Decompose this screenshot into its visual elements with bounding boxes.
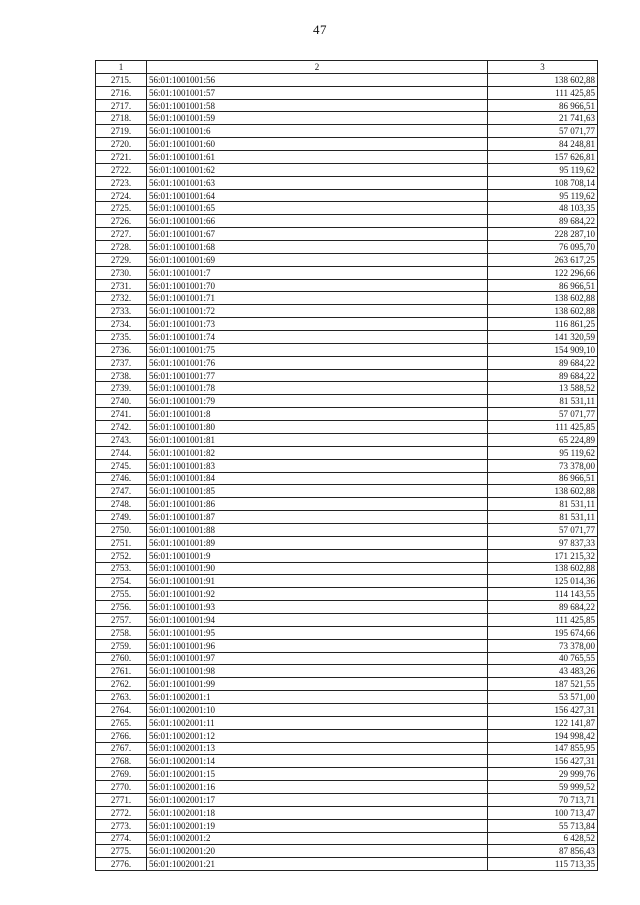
cadastral-number-cell: 56:01:1001001:80 [147, 421, 488, 434]
row-number-cell: 2757. [96, 613, 147, 626]
value-cell: 195 674,66 [488, 626, 598, 639]
cadastral-number-cell: 56:01:1001001:89 [147, 536, 488, 549]
row-number-cell: 2748. [96, 498, 147, 511]
cadastral-number-cell: 56:01:1001001:95 [147, 626, 488, 639]
table-row [96, 215, 598, 228]
cadastral-number-cell: 56:01:1002001:17 [147, 793, 488, 806]
column-header-cadastral-number: 2 [147, 61, 488, 74]
row-number-cell: 2742. [96, 421, 147, 434]
value-cell: 138 602,88 [488, 292, 598, 305]
row-number-cell: 2739. [96, 382, 147, 395]
cadastral-number-cell: 56:01:1001001:71 [147, 292, 488, 305]
value-cell: 228 287,10 [488, 228, 598, 241]
value-cell: 87 856,43 [488, 845, 598, 858]
cadastral-number-cell: 56:01:1001001:9 [147, 549, 488, 562]
row-number-cell: 2721. [96, 151, 147, 164]
cadastral-number-cell: 56:01:1001001:67 [147, 228, 488, 241]
cadastral-number-cell: 56:01:1001001:85 [147, 485, 488, 498]
row-number-cell: 2731. [96, 279, 147, 292]
cadastral-number-cell: 56:01:1001001:69 [147, 253, 488, 266]
table-row [96, 163, 598, 176]
table-row [96, 343, 598, 356]
table-row [96, 73, 598, 86]
value-cell: 43 483,26 [488, 665, 598, 678]
cadastral-number-cell: 56:01:1001001:96 [147, 639, 488, 652]
table-row [96, 729, 598, 742]
table-row [96, 241, 598, 254]
table-row [96, 626, 598, 639]
value-cell: 81 531,11 [488, 511, 598, 524]
cadastral-number-cell: 56:01:1001001:63 [147, 176, 488, 189]
value-cell: 95 119,62 [488, 446, 598, 459]
value-cell: 138 602,88 [488, 562, 598, 575]
value-cell: 154 909,10 [488, 343, 598, 356]
row-number-cell: 2774. [96, 832, 147, 845]
cadastral-number-cell: 56:01:1001001:57 [147, 86, 488, 99]
table-row [96, 151, 598, 164]
table-row [96, 279, 598, 292]
value-cell: 57 071,77 [488, 125, 598, 138]
row-number-cell: 2773. [96, 819, 147, 832]
table-row [96, 716, 598, 729]
table-row [96, 575, 598, 588]
row-number-cell: 2740. [96, 395, 147, 408]
table-header [96, 61, 598, 74]
row-number-cell: 2726. [96, 215, 147, 228]
row-number-cell: 2751. [96, 536, 147, 549]
value-cell: 73 378,00 [488, 639, 598, 652]
table-body [96, 73, 598, 870]
value-cell: 21 741,63 [488, 112, 598, 125]
cadastral-number-cell: 56:01:1002001:1 [147, 691, 488, 704]
row-number-cell: 2728. [96, 241, 147, 254]
table-row [96, 86, 598, 99]
table-row [96, 613, 598, 626]
cadastral-number-cell: 56:01:1001001:65 [147, 202, 488, 215]
cadastral-number-cell: 56:01:1002001:19 [147, 819, 488, 832]
table-row [96, 549, 598, 562]
table-row [96, 665, 598, 678]
row-number-cell: 2776. [96, 858, 147, 871]
table-row [96, 292, 598, 305]
value-cell: 156 427,31 [488, 755, 598, 768]
table-row [96, 459, 598, 472]
row-number-cell: 2772. [96, 806, 147, 819]
cadastral-number-cell: 56:01:1002001:18 [147, 806, 488, 819]
value-cell: 95 119,62 [488, 189, 598, 202]
value-cell: 29 999,76 [488, 768, 598, 781]
table-row [96, 331, 598, 344]
table-row [96, 408, 598, 421]
table-row [96, 395, 598, 408]
cadastral-number-cell: 56:01:1001001:61 [147, 151, 488, 164]
table-row [96, 742, 598, 755]
value-cell: 73 378,00 [488, 459, 598, 472]
row-number-cell: 2716. [96, 86, 147, 99]
table-row [96, 703, 598, 716]
table-row [96, 318, 598, 331]
row-number-cell: 2722. [96, 163, 147, 176]
value-cell: 138 602,88 [488, 305, 598, 318]
cadastral-number-cell: 56:01:1001001:82 [147, 446, 488, 459]
row-number-cell: 2729. [96, 253, 147, 266]
table-row [96, 253, 598, 266]
value-cell: 187 521,55 [488, 678, 598, 691]
row-number-cell: 2760. [96, 652, 147, 665]
cadastral-number-cell: 56:01:1001001:84 [147, 472, 488, 485]
page-number: 47 [313, 22, 327, 37]
row-number-cell: 2771. [96, 793, 147, 806]
value-cell: 57 071,77 [488, 523, 598, 536]
row-number-cell: 2767. [96, 742, 147, 755]
row-number-cell: 2735. [96, 331, 147, 344]
cadastral-number-cell: 56:01:1001001:66 [147, 215, 488, 228]
value-cell: 122 296,66 [488, 266, 598, 279]
table-row [96, 228, 598, 241]
row-number-cell: 2753. [96, 562, 147, 575]
table-row [96, 99, 598, 112]
table-row [96, 536, 598, 549]
value-cell: 57 071,77 [488, 408, 598, 421]
table-row [96, 768, 598, 781]
table-row [96, 691, 598, 704]
value-cell: 111 425,85 [488, 421, 598, 434]
value-cell: 95 119,62 [488, 163, 598, 176]
table-row [96, 125, 598, 138]
row-number-cell: 2724. [96, 189, 147, 202]
value-cell: 263 617,25 [488, 253, 598, 266]
row-number-cell: 2764. [96, 703, 147, 716]
row-number-cell: 2727. [96, 228, 147, 241]
row-number-cell: 2737. [96, 356, 147, 369]
value-cell: 70 713,71 [488, 793, 598, 806]
value-cell: 108 708,14 [488, 176, 598, 189]
row-number-cell: 2723. [96, 176, 147, 189]
cadastral-number-cell: 56:01:1001001:86 [147, 498, 488, 511]
row-number-cell: 2743. [96, 433, 147, 446]
row-number-cell: 2775. [96, 845, 147, 858]
value-cell: 141 320,59 [488, 331, 598, 344]
value-cell: 100 713,47 [488, 806, 598, 819]
row-number-cell: 2720. [96, 138, 147, 151]
cadastral-number-cell: 56:01:1001001:78 [147, 382, 488, 395]
cadastral-number-cell: 56:01:1001001:99 [147, 678, 488, 691]
cadastral-number-cell: 56:01:1001001:7 [147, 266, 488, 279]
value-cell: 13 588,52 [488, 382, 598, 395]
row-number-cell: 2719. [96, 125, 147, 138]
row-number-cell: 2734. [96, 318, 147, 331]
header-row [96, 61, 598, 74]
row-number-cell: 2769. [96, 768, 147, 781]
cadastral-number-cell: 56:01:1001001:74 [147, 331, 488, 344]
value-cell: 115 713,35 [488, 858, 598, 871]
cadastral-number-cell: 56:01:1001001:94 [147, 613, 488, 626]
cadastral-number-cell: 56:01:1001001:68 [147, 241, 488, 254]
row-number-cell: 2717. [96, 99, 147, 112]
row-number-cell: 2732. [96, 292, 147, 305]
value-cell: 157 626,81 [488, 151, 598, 164]
value-cell: 111 425,85 [488, 613, 598, 626]
cadastral-number-cell: 56:01:1001001:87 [147, 511, 488, 524]
cadastral-number-cell: 56:01:1001001:73 [147, 318, 488, 331]
value-cell: 194 998,42 [488, 729, 598, 742]
table-row [96, 446, 598, 459]
table-row [96, 819, 598, 832]
cadastral-number-cell: 56:01:1001001:62 [147, 163, 488, 176]
table-row [96, 421, 598, 434]
table-row [96, 472, 598, 485]
value-cell: 40 765,55 [488, 652, 598, 665]
value-cell: 76 095,70 [488, 241, 598, 254]
table-row [96, 138, 598, 151]
row-number-cell: 2715. [96, 73, 147, 86]
table-row [96, 202, 598, 215]
row-number-cell: 2752. [96, 549, 147, 562]
cadastral-number-cell: 56:01:1001001:77 [147, 369, 488, 382]
cadastral-number-cell: 56:01:1001001:97 [147, 652, 488, 665]
row-number-cell: 2725. [96, 202, 147, 215]
value-cell: 114 143,55 [488, 588, 598, 601]
row-number-cell: 2733. [96, 305, 147, 318]
row-number-cell: 2755. [96, 588, 147, 601]
value-cell: 116 861,25 [488, 318, 598, 331]
value-cell: 122 141,87 [488, 716, 598, 729]
row-number-cell: 2744. [96, 446, 147, 459]
cadastral-number-cell: 56:01:1001001:72 [147, 305, 488, 318]
value-cell: 89 684,22 [488, 369, 598, 382]
cadastral-number-cell: 56:01:1001001:58 [147, 99, 488, 112]
cadastral-number-cell: 56:01:1002001:20 [147, 845, 488, 858]
table-row [96, 832, 598, 845]
cadastral-number-cell: 56:01:1001001:75 [147, 343, 488, 356]
row-number-cell: 2768. [96, 755, 147, 768]
cadastral-number-cell: 56:01:1002001:14 [147, 755, 488, 768]
row-number-cell: 2718. [96, 112, 147, 125]
table-row [96, 845, 598, 858]
cadastral-number-cell: 56:01:1002001:13 [147, 742, 488, 755]
table-row [96, 369, 598, 382]
value-cell: 84 248,81 [488, 138, 598, 151]
value-cell: 81 531,11 [488, 498, 598, 511]
cadastral-number-cell: 56:01:1001001:8 [147, 408, 488, 421]
value-cell: 89 684,22 [488, 215, 598, 228]
table-row [96, 858, 598, 871]
row-number-cell: 2762. [96, 678, 147, 691]
row-number-cell: 2770. [96, 781, 147, 794]
value-cell: 97 837,33 [488, 536, 598, 549]
row-number-cell: 2738. [96, 369, 147, 382]
table-row [96, 266, 598, 279]
table-row [96, 433, 598, 446]
cadastral-number-cell: 56:01:1002001:2 [147, 832, 488, 845]
cadastral-number-cell: 56:01:1002001:16 [147, 781, 488, 794]
cadastral-number-cell: 56:01:1002001:12 [147, 729, 488, 742]
cadastral-number-cell: 56:01:1001001:79 [147, 395, 488, 408]
value-cell: 138 602,88 [488, 73, 598, 86]
row-number-cell: 2754. [96, 575, 147, 588]
value-cell: 65 224,89 [488, 433, 598, 446]
value-cell: 55 713,84 [488, 819, 598, 832]
table-row [96, 793, 598, 806]
value-cell: 6 428,52 [488, 832, 598, 845]
row-number-cell: 2730. [96, 266, 147, 279]
row-number-cell: 2736. [96, 343, 147, 356]
row-number-cell: 2763. [96, 691, 147, 704]
table-row [96, 806, 598, 819]
value-cell: 81 531,11 [488, 395, 598, 408]
row-number-cell: 2766. [96, 729, 147, 742]
value-cell: 171 215,32 [488, 549, 598, 562]
value-cell: 86 966,51 [488, 279, 598, 292]
table-row [96, 562, 598, 575]
table-row [96, 112, 598, 125]
table-row [96, 678, 598, 691]
table-row [96, 652, 598, 665]
table-row [96, 498, 598, 511]
value-cell: 125 014,36 [488, 575, 598, 588]
value-cell: 138 602,88 [488, 485, 598, 498]
table-row [96, 356, 598, 369]
value-cell: 48 103,35 [488, 202, 598, 215]
value-cell: 59 999,52 [488, 781, 598, 794]
row-number-cell: 2750. [96, 523, 147, 536]
cadastral-number-cell: 56:01:1001001:91 [147, 575, 488, 588]
cadastral-number-cell: 56:01:1001001:60 [147, 138, 488, 151]
cadastral-number-cell: 56:01:1001001:83 [147, 459, 488, 472]
column-header-value: 3 [488, 61, 598, 74]
value-cell: 89 684,22 [488, 356, 598, 369]
table-row [96, 523, 598, 536]
column-header-number: 1 [96, 61, 147, 74]
cadastral-number-cell: 56:01:1001001:92 [147, 588, 488, 601]
value-cell: 53 571,00 [488, 691, 598, 704]
table-row [96, 755, 598, 768]
table-row [96, 176, 598, 189]
table-row [96, 305, 598, 318]
value-cell: 86 966,51 [488, 472, 598, 485]
row-number-cell: 2756. [96, 601, 147, 614]
cadastral-number-cell: 56:01:1001001:76 [147, 356, 488, 369]
cadastral-number-cell: 56:01:1001001:70 [147, 279, 488, 292]
cadastral-number-cell: 56:01:1002001:21 [147, 858, 488, 871]
row-number-cell: 2761. [96, 665, 147, 678]
cadastral-number-cell: 56:01:1002001:10 [147, 703, 488, 716]
cadastral-number-cell: 56:01:1001001:64 [147, 189, 488, 202]
cadastral-number-cell: 56:01:1002001:11 [147, 716, 488, 729]
table-row [96, 639, 598, 652]
cadastral-number-cell: 56:01:1001001:88 [147, 523, 488, 536]
value-cell: 147 855,95 [488, 742, 598, 755]
cadastral-number-cell: 56:01:1001001:6 [147, 125, 488, 138]
registry-table [95, 60, 598, 871]
row-number-cell: 2745. [96, 459, 147, 472]
cadastral-number-cell: 56:01:1001001:81 [147, 433, 488, 446]
row-number-cell: 2759. [96, 639, 147, 652]
value-cell: 156 427,31 [488, 703, 598, 716]
row-number-cell: 2765. [96, 716, 147, 729]
table-row [96, 485, 598, 498]
table-row [96, 601, 598, 614]
row-number-cell: 2749. [96, 511, 147, 524]
cadastral-number-cell: 56:01:1001001:90 [147, 562, 488, 575]
value-cell: 111 425,85 [488, 86, 598, 99]
table-row [96, 382, 598, 395]
table-row [96, 781, 598, 794]
cadastral-number-cell: 56:01:1002001:15 [147, 768, 488, 781]
table-row [96, 511, 598, 524]
cadastral-number-cell: 56:01:1001001:98 [147, 665, 488, 678]
row-number-cell: 2747. [96, 485, 147, 498]
row-number-cell: 2758. [96, 626, 147, 639]
value-cell: 86 966,51 [488, 99, 598, 112]
cadastral-number-cell: 56:01:1001001:59 [147, 112, 488, 125]
cadastral-number-cell: 56:01:1001001:56 [147, 73, 488, 86]
table-row [96, 189, 598, 202]
value-cell: 89 684,22 [488, 601, 598, 614]
table-row [96, 588, 598, 601]
cadastral-number-cell: 56:01:1001001:93 [147, 601, 488, 614]
row-number-cell: 2741. [96, 408, 147, 421]
row-number-cell: 2746. [96, 472, 147, 485]
